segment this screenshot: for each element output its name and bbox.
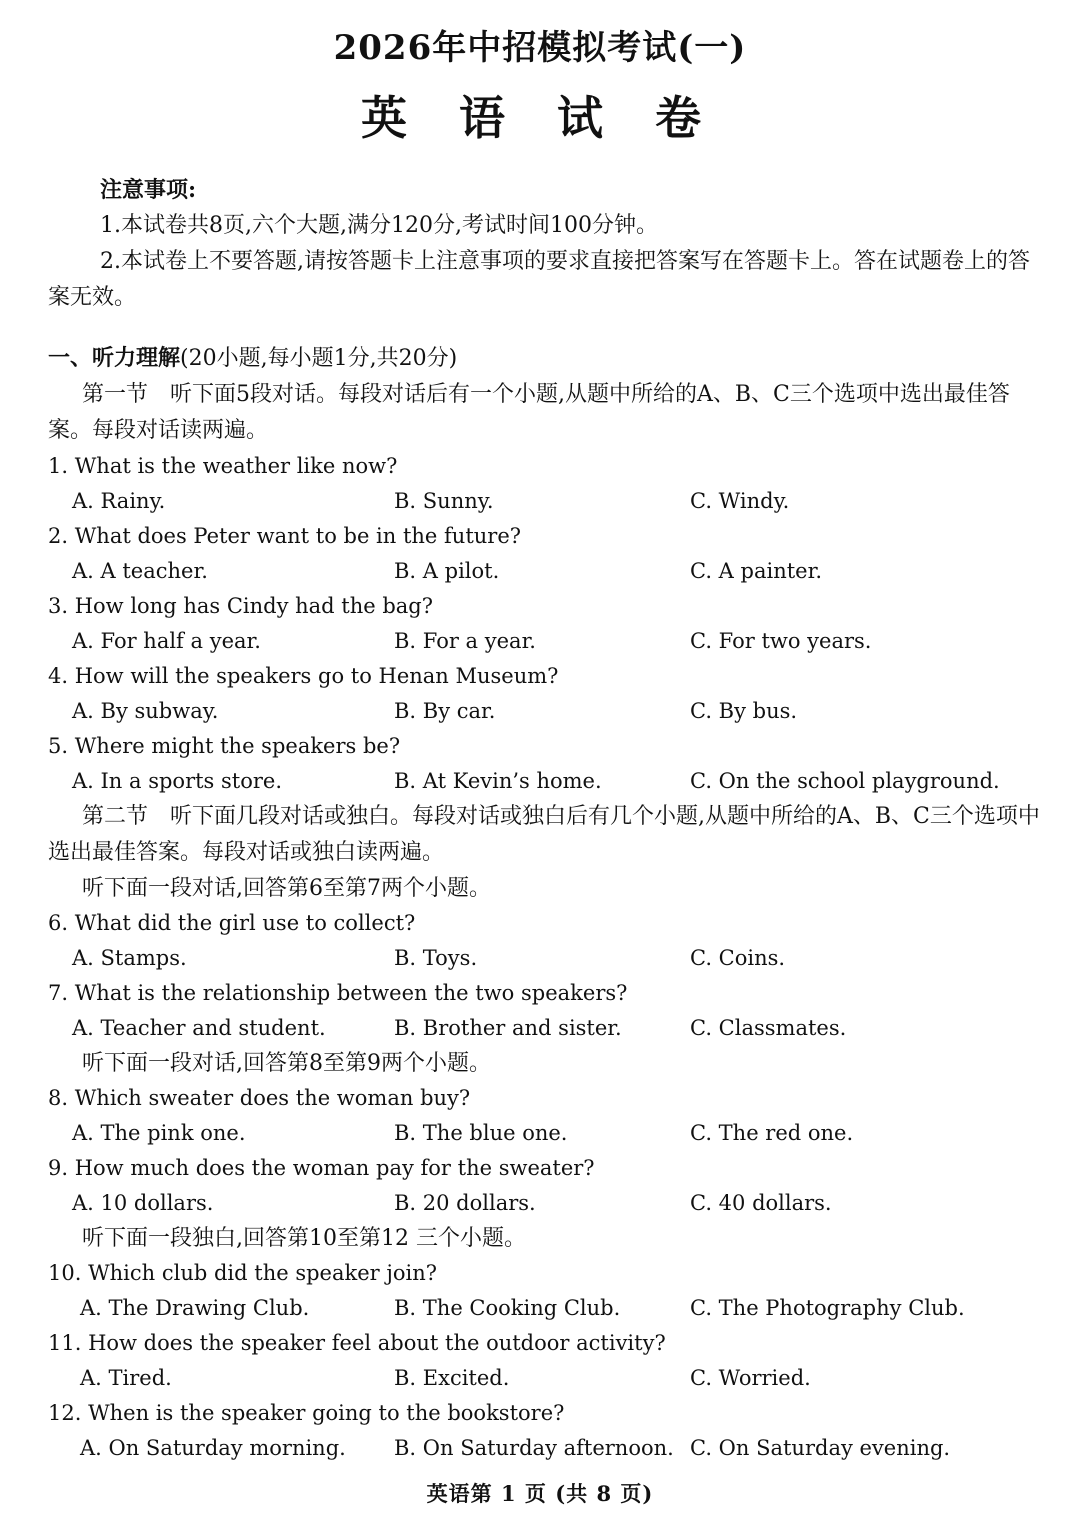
sub-instruction-8-9: 听下面一段对话,回答第8至第9两个小题。 [82, 1051, 491, 1076]
options-3 [48, 624, 1048, 659]
option-a: A. A teacher. [72, 559, 208, 583]
options-6 [48, 941, 1048, 976]
section-heading-rest: (20小题,每小题1分,共20分) [180, 346, 458, 371]
option-a: A. Rainy. [72, 489, 166, 513]
page-footer: 英语第 1 页 (共 8 页) [426, 1481, 654, 1506]
option-a: A. Teacher and student. [72, 1016, 326, 1040]
option-c: C. A painter. [690, 559, 822, 583]
option-c: C. Coins. [690, 946, 786, 970]
options-11 [48, 1361, 1048, 1396]
option-c: C. Windy. [690, 489, 790, 513]
option-b: B. 20 dollars. [394, 1191, 536, 1215]
options-9 [48, 1186, 1048, 1221]
question-10: 10. Which club did the speaker join? [48, 1261, 438, 1285]
options-4 [48, 694, 1048, 729]
option-b: B. Sunny. [394, 489, 494, 513]
option-c: C. The red one. [690, 1121, 854, 1145]
option-c: C. The Photography Club. [690, 1296, 965, 1320]
question-1: 1. What is the weather like now? [48, 454, 398, 478]
option-a: A. For half a year. [72, 629, 261, 653]
option-a: A. 10 dollars. [72, 1191, 214, 1215]
option-b: B. The blue one. [394, 1121, 568, 1145]
question-9: 9. How much does the woman pay for the sweater? [48, 1156, 595, 1180]
options-10 [48, 1291, 1048, 1326]
option-a: A. The Drawing Club. [80, 1296, 310, 1320]
option-c: C. By bus. [690, 699, 798, 723]
question-7: 7. What is the relationship between the two speakers? [48, 981, 628, 1005]
option-b: B. Brother and sister. [394, 1016, 622, 1040]
option-b: B. A pilot. [394, 559, 500, 583]
part2-intro: 第二节 听下面几段对话或独白。每段对话或独白后有几个小题,从题中所给的A、B、C三个选项中选出最佳答案。每段对话或独白读两遍。 [48, 804, 1040, 865]
exam-title: 2026年中招模拟考试(一) [333, 28, 747, 68]
note-item-2: 2.本试卷上不要答题,请按答题卡上注意事项的要求直接把答案写在答题卡上。答在试题卷上的答案无效。 [48, 249, 1030, 310]
question-12: 12. When is the speaker going to the bookstore? [48, 1401, 565, 1425]
option-b: B. At Kevin’s home. [394, 769, 602, 793]
listening-section [48, 340, 1048, 1466]
option-c: C. On the school playground. [690, 769, 1000, 793]
question-3: 3. How long has Cindy had the bag? [48, 594, 434, 618]
part1-intro: 第一节 听下面5段对话。每段对话后有一个小题,从题中所给的A、B、C三个选项中选出最佳答案。每段对话读两遍。 [48, 382, 1010, 443]
option-c: C. 40 dollars. [690, 1191, 832, 1215]
question-4: 4. How will the speakers go to Henan Museum? [48, 664, 559, 688]
options-8 [48, 1116, 1048, 1151]
option-a: A. In a sports store. [72, 769, 282, 793]
option-a: A. The pink one. [72, 1121, 246, 1145]
option-a: A. Stamps. [72, 946, 187, 970]
note-item-1: 1.本试卷共8页,六个大题,满分120分,考试时间100分钟。 [100, 213, 658, 238]
section-heading-bold: 一、听力理解 [48, 345, 181, 371]
option-c: C. Worried. [690, 1366, 811, 1390]
subject-title: 英 语 试 卷 [360, 91, 720, 145]
option-b: B. Toys. [394, 946, 478, 970]
question-6: 6. What did the girl use to collect? [48, 911, 416, 935]
option-a: A. Tired. [80, 1366, 172, 1390]
options-2 [48, 554, 1048, 589]
option-c: C. For two years. [690, 629, 872, 653]
notes-block [48, 172, 1048, 316]
question-5: 5. Where might the speakers be? [48, 734, 401, 758]
option-a: A. On Saturday morning. [80, 1436, 346, 1460]
sub-instruction-6-7: 听下面一段对话,回答第6至第7两个小题。 [82, 876, 491, 901]
options-5 [48, 764, 1048, 799]
option-b: B. The Cooking Club. [394, 1296, 621, 1320]
options-7 [48, 1011, 1048, 1046]
option-b: B. By car. [394, 699, 496, 723]
sub-instruction-10-12: 听下面一段独白,回答第10至第12 三个小题。 [82, 1226, 526, 1251]
option-c: C. Classmates. [690, 1016, 847, 1040]
option-b: B. Excited. [394, 1366, 510, 1390]
options-12 [48, 1431, 1048, 1466]
option-b: B. For a year. [394, 629, 536, 653]
notes-heading: 注意事项: [100, 177, 197, 203]
question-11: 11. How does the speaker feel about the outdoor activity? [48, 1331, 666, 1355]
option-a: A. By subway. [72, 699, 219, 723]
option-b: B. On Saturday afternoon. [394, 1436, 674, 1460]
question-8: 8. Which sweater does the woman buy? [48, 1086, 471, 1110]
section-heading [48, 340, 1048, 377]
options-1 [48, 484, 1048, 519]
question-2: 2. What does Peter want to be in the future? [48, 524, 522, 548]
option-c: C. On Saturday evening. [690, 1436, 951, 1460]
